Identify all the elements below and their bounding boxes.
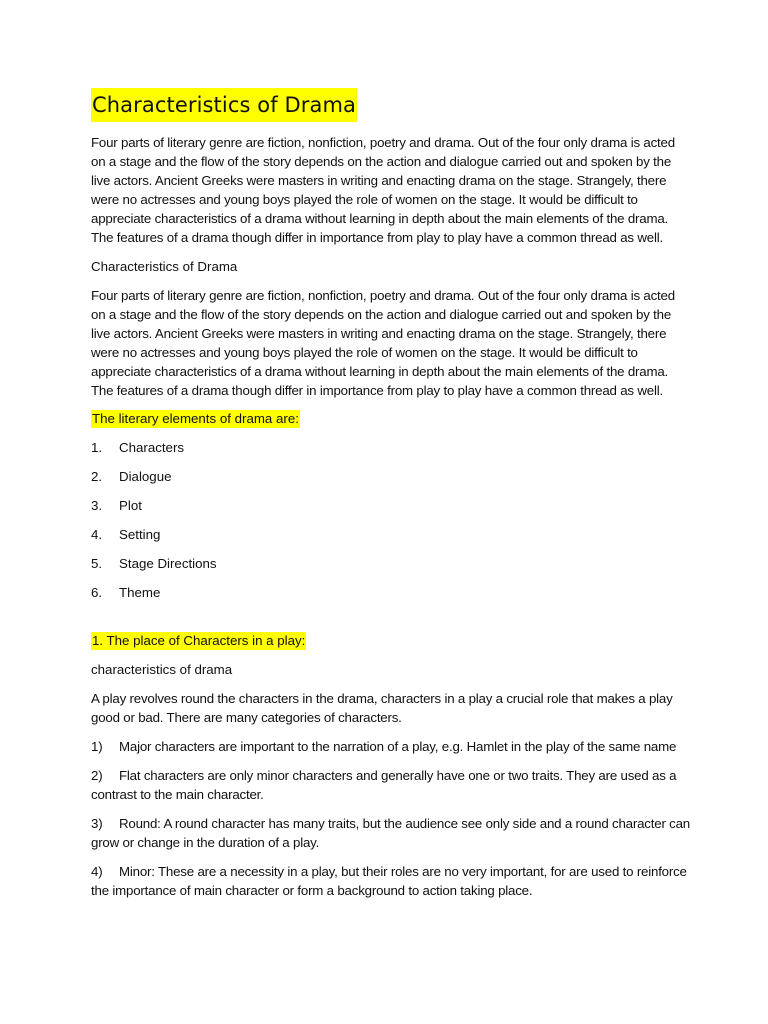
spacer [91,612,691,632]
list-item [91,814,691,852]
list-item-number: 1. [91,440,103,455]
list-item-label: Theme [119,585,161,600]
list-item-label: Plot [119,498,142,513]
list-item-text: Major characters are important to the narration of a play, e.g. Hamlet in the play of the same name [119,739,677,754]
section1-paragraph: A play revolves round the characters in the drama, characters in a play a crucial role that makes a play good or bad. There are many categories of characters. [91,691,673,725]
section1-heading: 1. The place of Characters in a play: [92,633,306,648]
list-item-text: Minor: These are a necessity in a play, but their roles are no very important, for are used to reinforce the importance of main character or form a background to action taking place. [91,864,687,898]
list-item-number: 1) [91,739,103,754]
intro-paragraph: Four parts of literary genre are fiction, nonfiction, poetry and drama. Out of the four only drama is acted on a stage and the flow of the story depends on the action and dialogue carried out and spoken by the live actors. Ancient Greeks were masters in writing and enacting drama on the stage. Strangely, there were no actresses and young boys played the role of women on the stage. It would be difficult to appreciate characteristics of a drama without learning in depth about the main elements of the drama. The features of a drama though differ in importance from play to play have a common thread as well. [91,135,675,245]
list-item [91,496,691,515]
elements-heading: The literary elements of drama are: [92,411,299,426]
list-item-label: Characters [119,440,185,455]
list-item-number: 2. [91,469,103,484]
list-item-number: 5. [91,556,103,571]
list-item [91,438,691,457]
character-types-list [91,737,691,900]
elements-list [91,438,691,602]
document-page [91,88,691,910]
list-item-number: 6. [91,585,103,600]
list-item-text: Round: A round character has many traits, but the audience see only side and a round character can grow or change in the duration of a play. [91,816,691,850]
list-item [91,583,691,602]
list-item [91,554,691,573]
list-item-text: Flat characters are only minor characters and generally have one or two traits. They are used as a contrast to the main character. [91,768,677,802]
list-item [91,737,691,756]
list-item-number: 3. [91,498,103,513]
repeat-paragraph: Four parts of literary genre are fiction, nonfiction, poetry and drama. Out of the four only drama is acted on a stage and the flow of the story depends on the action and dialogue carried out and spoken by the live actors. Ancient Greeks were masters in writing and enacting drama on the stage. Strangely, there were no actresses and young boys played the role of women on the stage. It would be difficult to appreciate characteristics of a drama without learning in depth about the main elements of the drama. The features of a drama though differ in importance from play to play have a common thread as well. [91,288,675,398]
list-item [91,467,691,486]
page-title: Characteristics of Drama [91,88,357,122]
section1-subheading: characteristics of drama [91,662,233,677]
list-item [91,862,691,900]
list-item-label: Setting [119,527,161,542]
list-item-number: 4. [91,527,103,542]
list-item-number: 3) [91,816,103,831]
list-item [91,766,691,804]
subheading: Characteristics of Drama [91,259,238,274]
list-item [91,525,691,544]
list-item-number: 4) [91,864,103,879]
list-item-number: 2) [91,768,103,783]
list-item-label: Dialogue [119,469,172,484]
list-item-label: Stage Directions [119,556,217,571]
